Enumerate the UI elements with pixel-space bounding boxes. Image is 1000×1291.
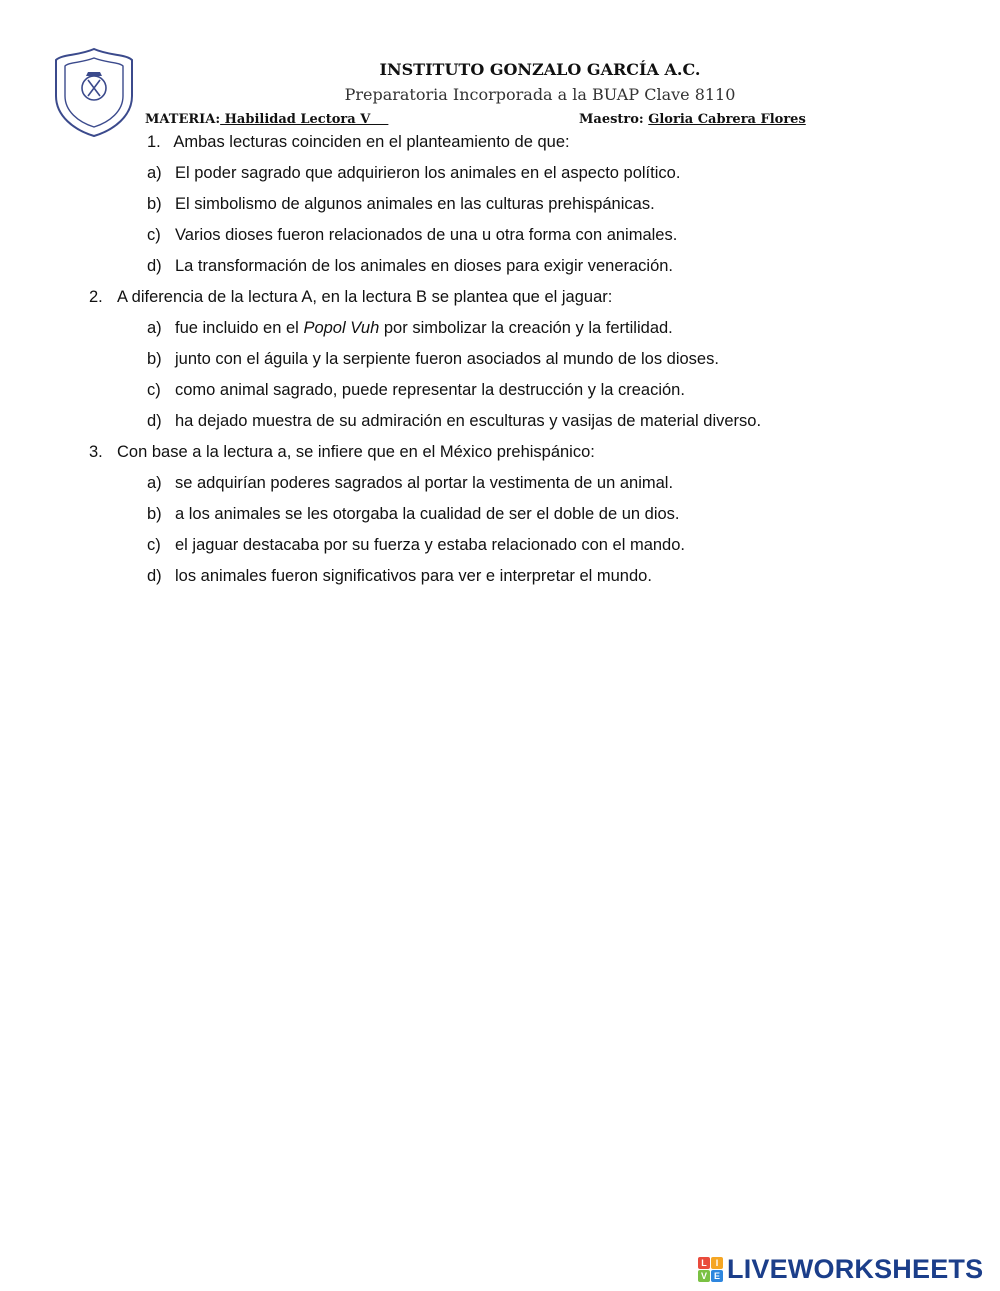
option-label: b) (147, 505, 162, 523)
option-label: d) (147, 412, 162, 430)
option-label: d) (147, 567, 162, 585)
question-2 (89, 288, 613, 307)
option-2c (147, 381, 685, 400)
brand-mark-icon (698, 1257, 723, 1282)
brand-letter: I (711, 1257, 723, 1269)
question-text: Ambas lecturas coinciden en el planteamiento de que: (173, 133, 570, 151)
option-label: a) (147, 164, 162, 182)
subject-field (145, 112, 388, 127)
question-number: 1. (147, 133, 161, 151)
option-1a (147, 164, 681, 183)
option-3c (147, 536, 685, 555)
option-3d (147, 567, 652, 586)
brand-letter: V (698, 1270, 710, 1282)
option-label: d) (147, 257, 162, 275)
subject-value: Habilidad Lectora V (220, 112, 389, 127)
option-text: a los animales se les otorgaba la cualidad de ser el doble de un dios. (175, 505, 680, 523)
option-2b (147, 350, 719, 369)
option-text: El simbolismo de algunos animales en las culturas prehispánicas. (175, 195, 655, 213)
option-3b (147, 505, 680, 524)
question-number: 3. (89, 443, 103, 461)
liveworksheets-logo[interactable] (698, 1254, 983, 1284)
option-text: el jaguar destacaba por su fuerza y estaba relacionado con el mando. (175, 536, 685, 554)
document-header (0, 0, 1000, 135)
subject-label: MATERIA: (145, 112, 221, 127)
option-label: b) (147, 350, 162, 368)
option-text: como animal sagrado, puede representar la destrucción y la creación. (175, 381, 685, 399)
option-label: b) (147, 195, 162, 213)
option-text: Varios dioses fueron relacionados de una u otra forma con animales. (175, 226, 678, 244)
option-text: fue incluido en el Popol Vuh por simbolizar la creación y la fertilidad. (175, 319, 673, 337)
option-1d (147, 257, 674, 276)
brand-text: LIVEWORKSHEETS (727, 1253, 984, 1284)
question-text: Con base a la lectura a, se infiere que en el México prehispánico: (117, 443, 595, 461)
question-number: 2. (89, 288, 103, 306)
option-label: a) (147, 319, 162, 337)
teacher-label: Maestro: (579, 112, 644, 127)
option-text: los animales fueron significativos para ver e interpretar el mundo. (175, 567, 652, 585)
option-label: a) (147, 474, 162, 492)
option-label: c) (147, 381, 161, 399)
option-2d (147, 412, 762, 431)
option-3a (147, 474, 674, 493)
question-3 (89, 443, 595, 462)
option-1b (147, 195, 655, 214)
institute-title: INSTITUTO GONZALO GARCÍA A.C. (379, 60, 701, 79)
option-text: La transformación de los animales en dioses para exigir veneración. (175, 257, 674, 275)
brand-letter: L (698, 1257, 710, 1269)
option-text: junto con el águila y la serpiente fueron asociados al mundo de los dioses. (175, 350, 719, 368)
question-text: A diferencia de la lectura A, en la lectura B se plantea que el jaguar: (117, 288, 613, 306)
option-text: El poder sagrado que adquirieron los animales en el aspecto político. (175, 164, 681, 182)
option-label: c) (147, 536, 161, 554)
book-title: Popol Vuh (303, 319, 380, 337)
question-1 (147, 133, 570, 152)
option-1c (147, 226, 678, 245)
option-label: c) (147, 226, 161, 244)
teacher-value: Gloria Cabrera Flores (648, 112, 806, 127)
school-crest-icon (52, 46, 136, 138)
option-2a (147, 319, 673, 338)
option-text: se adquirían poderes sagrados al portar la vestimenta de un animal. (175, 474, 674, 492)
option-text: ha dejado muestra de su admiración en esculturas y vasijas de material diverso. (175, 412, 762, 430)
brand-letter: E (711, 1270, 723, 1282)
institute-subtitle: Preparatoria Incorporada a la BUAP Clave 8110 (344, 85, 736, 104)
teacher-field (579, 112, 806, 127)
